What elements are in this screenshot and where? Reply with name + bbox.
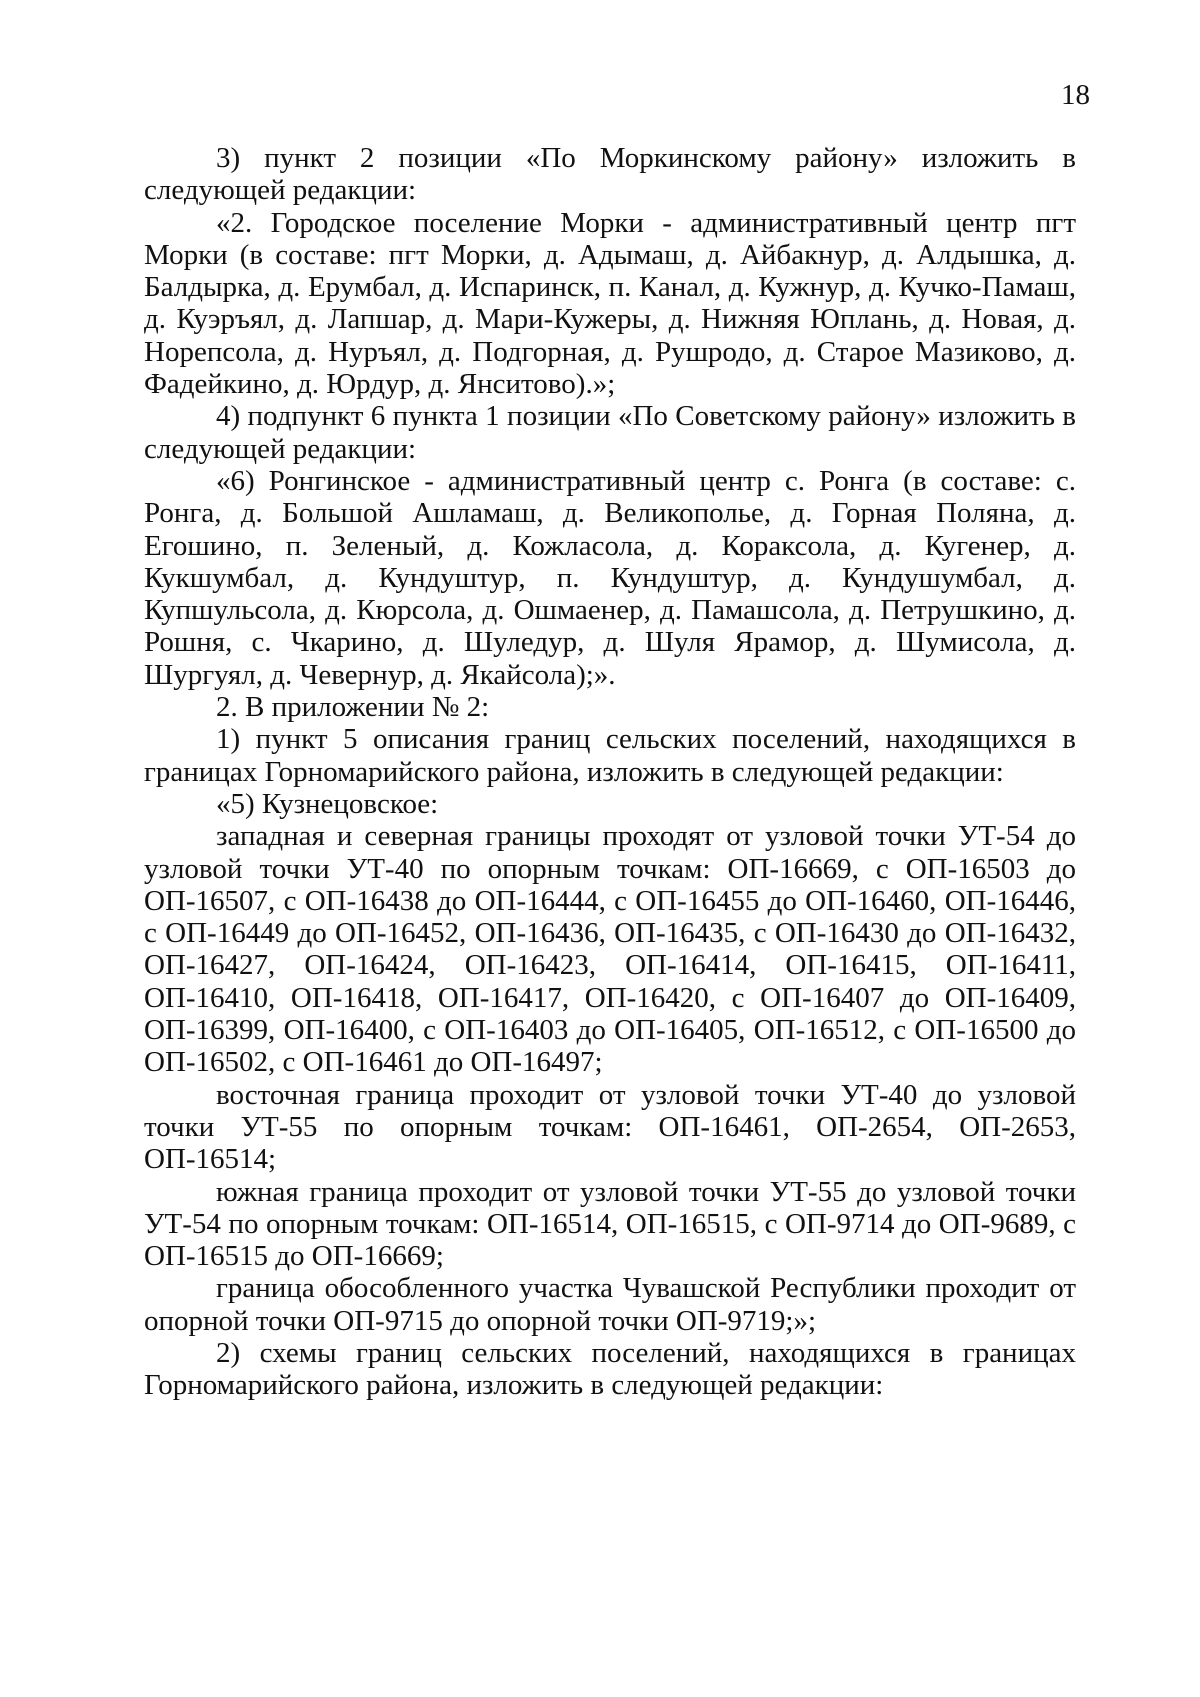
paragraph-appendix-2: 2. В приложении № 2: <box>216 691 490 724</box>
document-body <box>144 142 1076 1402</box>
paragraph-item-3-morki: 3) пункт 2 позиции «По Моркинскому району» изложить в следующей редакции: <box>144 142 1076 207</box>
paragraph-east-border: восточная граница проходит от узловой точки УТ-40 до узловой точки УТ-55 по опорным точкам: ОП-16461, ОП-2654, ОП-2653, ОП-16514; <box>144 1078 1076 1176</box>
paragraph-gorodskoe-poselenie-morki: «2. Городское поселение Морки - административный центр пгт Морки (в составе: пгт Морки, д. Адымаш, д. Айбакнур, д. Алдышка, д. Балдырка, д. Ерумбал, д. Испаринск, п. Канал, д. Кужнур, д. Кучко-Памаш, д. Куэръял, д. Лапшар, д. Мари-Кужеры, д. Нижняя Юплань, д. Новая, д. Норепсола, д. Нуръял, д. Подгорная, д. Рушродо, д. Старое Мазиково, д. Фадейкино, д. Юрдур, д. Янситово).»; <box>144 206 1076 401</box>
paragraph-kuznetsovskoe-heading: «5) Кузнецовское: <box>216 787 439 820</box>
paragraph-item-1-gornomariysky: 1) пункт 5 описания границ сельских поселений, находящихся в границах Горномарийского района, изложить в следующей редакции: <box>144 723 1076 788</box>
page-number: 18 <box>1061 79 1090 111</box>
paragraph-south-border: южная граница проходит от узловой точки УТ-55 до узловой точки УТ-54 по опорным точкам: ОП-16514, ОП-16515, с ОП-9714 до ОП-9689, с ОП-16515 до ОП-16669; <box>144 1175 1076 1273</box>
paragraph-separate-plot-border: граница обособленного участка Чувашской Республики проходит от опорной точки ОП-9715 до опорной точки ОП-9719;»; <box>144 1272 1076 1337</box>
paragraph-item-4-sovetsky: 4) подпункт 6 пункта 1 позиции «По Советскому району» изложить в следующей редакции: <box>144 400 1076 465</box>
paragraph-ronginskoe: «6) Ронгинское - административный центр с. Ронга (в составе: с. Ронга, д. Большой Ашламаш, д. Великополье, д. Горная Поляна, д. Егошино, п. Зеленый, д. Кожласола, д. Кораксола, д. Кугенер, д. Кукшумбал, д. Кундуштур, п. Кундуштур, д. Кундушумбал, д. Купшульсола, д. Кюрсола, д. Ошмаенер, д. Памашсола, д. Петрушкино, д. Рошня, с. Чкарино, д. Шуледур, д. Шуля Ярамор, д. Шумисола, д. Шургуял, д. Чевернур, д. Якайсола);». <box>144 464 1076 691</box>
paragraph-west-north-border: западная и северная границы проходят от узловой точки УТ-54 до узловой точки УТ-40 по опорным точкам: ОП-16669, с ОП-16503 до ОП-16507, с ОП-16438 до ОП-16444, с ОП-16455 до ОП-16460, ОП-16446, с ОП-16449 до ОП-16452, ОП-16436, ОП-16435, с ОП-16430 до ОП-16432, ОП-16427, ОП-16424, ОП-16423, ОП-16414, ОП-16415, ОП-16411, ОП-16410, ОП-16418, ОП-16417, ОП-16420, с ОП-16407 до ОП-16409, ОП-16399, ОП-16400, с ОП-16403 до ОП-16405, ОП-16512, с ОП-16500 до ОП-16502, с ОП-16461 до ОП-16497; <box>144 820 1076 1079</box>
paragraph-item-2-schemes: 2) схемы границ сельских поселений, находящихся в границах Горномарийского района, изложить в следующей редакции: <box>144 1336 1076 1402</box>
